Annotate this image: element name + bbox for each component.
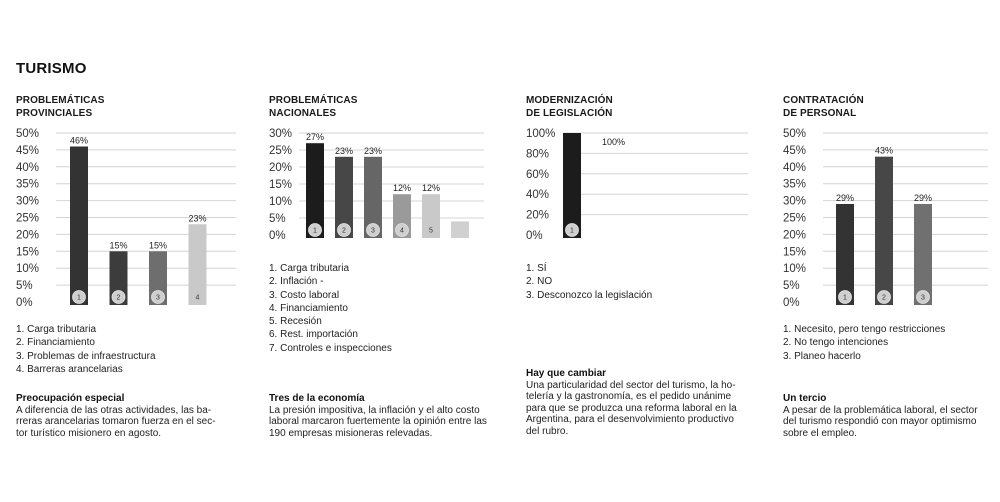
bar-chart	[269, 127, 499, 242]
bar	[875, 157, 893, 305]
chart-title-line: DE LEGISLACIÓN	[526, 107, 613, 119]
bar	[451, 221, 469, 238]
note-line: rreras arancelarias tomaron fuerza en el sec-	[16, 416, 216, 428]
bar	[70, 147, 88, 305]
bar	[189, 224, 207, 305]
y-tick-label: 40%	[783, 161, 807, 174]
legend-item: 3. Problemas de infraestructura	[16, 350, 156, 362]
note-title: Preocupación especial	[16, 393, 125, 404]
note-line: telería y la gastronomía, es el pedido unánime	[526, 391, 732, 403]
bar	[836, 204, 854, 305]
value-label: 12%	[421, 183, 441, 194]
note	[783, 393, 978, 439]
note-line: laboral marcaron fuertemente la opinión entre las	[269, 416, 487, 428]
note-line: 190 empresas misioneras relevadas.	[269, 427, 433, 439]
y-tick-label: 40%	[16, 161, 40, 174]
legend-item: 1. Necesito, pero tengo restricciones	[783, 324, 946, 335]
y-tick-label: 0%	[526, 230, 543, 242]
y-tick-label: 15%	[783, 246, 807, 259]
y-tick-label: 30%	[783, 195, 807, 208]
chart-title	[269, 95, 509, 120]
chart-title-line: MODERNIZACIÓN	[526, 95, 613, 106]
y-tick-label: 25%	[269, 145, 293, 157]
y-tick-label: 0%	[269, 230, 286, 242]
legend	[269, 262, 392, 355]
value-label: 29%	[913, 192, 933, 203]
y-tick-label: 50%	[783, 128, 807, 140]
category-number: 2	[116, 294, 121, 302]
value-label: 46%	[69, 135, 89, 146]
y-tick-label: 15%	[269, 179, 293, 191]
note-line: sobre el empleo.	[783, 427, 857, 439]
value-label: 23%	[334, 145, 354, 156]
panel-modernizacion-legislacion	[526, 95, 766, 437]
bar-chart	[16, 127, 246, 312]
note-line: A diferencia de las otras actividades, las ba-	[16, 404, 212, 416]
note-line: del turismo respondió con mayor optimismo	[783, 416, 977, 428]
y-tick-label: 35%	[783, 178, 807, 191]
value-label: 100%	[602, 137, 626, 147]
y-tick-label: 60%	[526, 168, 550, 181]
y-tick-label: 15%	[16, 246, 40, 259]
y-tick-label: 0%	[16, 297, 33, 309]
note-line: A pesar de la problemática laboral, el sector	[783, 404, 978, 416]
legend-item: 2. No tengo intenciones	[783, 337, 889, 349]
chart-title	[526, 95, 766, 120]
legend	[526, 262, 652, 302]
note-title: Un tercio	[783, 393, 827, 404]
y-tick-label: 10%	[783, 263, 807, 276]
chart-title-line: DE PERSONAL	[783, 107, 857, 119]
category-number: 4	[195, 294, 200, 302]
note	[526, 368, 737, 438]
y-tick-label: 80%	[526, 148, 550, 161]
note-title: Tres de la economía	[269, 393, 365, 404]
chart-title-line: NACIONALES	[269, 107, 337, 119]
note-title: Hay que cambiar	[526, 368, 607, 379]
y-tick-label: 45%	[16, 144, 40, 157]
legend-item: 7. Controles e inspecciones	[269, 342, 392, 354]
category-number: 3	[156, 294, 160, 302]
y-tick-label: 50%	[16, 128, 40, 140]
y-tick-label: 5%	[269, 213, 286, 225]
note-line: La presión impositiva, la inflación y el alto costo	[269, 404, 480, 416]
chart-title	[783, 95, 1000, 120]
category-number: 1	[570, 227, 574, 235]
y-tick-label: 20%	[16, 229, 40, 242]
y-tick-label: 45%	[783, 144, 807, 157]
panel-problematicas-nacionales	[269, 95, 509, 439]
category-number: 4	[400, 227, 404, 235]
y-tick-label: 0%	[783, 297, 800, 309]
category-number: 2	[882, 294, 886, 302]
legend	[783, 323, 945, 363]
y-tick-label: 10%	[269, 196, 293, 208]
y-tick-label: 20%	[269, 162, 293, 174]
chart-title-line: PROVINCIALES	[16, 107, 93, 119]
note	[269, 393, 487, 439]
legend-item: 6. Rest. importación	[269, 329, 358, 341]
chart-title-line: CONTRATACIÓN	[783, 95, 864, 106]
note-line: Argentina, para el desenvolvimiento productivo	[526, 414, 734, 426]
category-number: 3	[921, 294, 925, 302]
category-number: 1	[313, 227, 317, 235]
panel-contratacion-personal	[783, 95, 1000, 439]
value-label: 43%	[874, 145, 894, 156]
value-label: 15%	[148, 240, 168, 251]
y-tick-label: 20%	[783, 229, 807, 242]
category-number: 1	[77, 294, 81, 302]
value-label: 23%	[363, 145, 383, 156]
legend-item: 3. Planeo hacerlo	[783, 350, 861, 362]
legend-item: 2. Inflación -	[269, 276, 324, 288]
value-label: 15%	[109, 240, 128, 251]
bar	[914, 204, 932, 305]
note	[16, 393, 216, 439]
category-number: 5	[429, 227, 433, 235]
chart-title-line: PROBLEMÁTICAS	[269, 95, 358, 106]
panel-problematicas-provinciales	[16, 95, 256, 439]
y-tick-label: 40%	[526, 189, 550, 202]
legend-item: 4. Financiamiento	[269, 302, 348, 314]
value-label: 12%	[392, 183, 412, 194]
note-line: para que se produzca una reforma laboral en la	[526, 402, 737, 414]
y-tick-label: 30%	[16, 195, 40, 208]
category-number: 3	[371, 227, 375, 235]
legend-item: 2. NO	[526, 276, 553, 288]
y-tick-label: 25%	[16, 212, 40, 225]
note-line: tor turístico misionero en agosto.	[16, 427, 162, 439]
y-tick-label: 20%	[526, 209, 550, 222]
value-label: 23%	[188, 213, 207, 224]
value-label: 29%	[835, 192, 855, 203]
legend-item: 3. Costo laboral	[269, 289, 340, 301]
y-tick-label: 30%	[269, 128, 293, 140]
category-number: 2	[342, 227, 346, 235]
legend-item: 3. Desconozco la legislación	[526, 289, 653, 301]
legend-item: 4. Barreras arancelarias	[16, 363, 123, 375]
note-line: del rubro.	[526, 425, 569, 437]
bar-chart	[526, 127, 756, 242]
y-tick-label: 100%	[526, 128, 556, 140]
y-tick-label: 35%	[16, 178, 40, 191]
legend-item: 1. SÍ	[526, 263, 547, 274]
legend-item: 2. Financiamiento	[16, 337, 95, 349]
bar	[563, 133, 581, 238]
legend-item: 1. Carga tributaria	[269, 263, 350, 274]
legend-item: 1. Carga tributaria	[16, 324, 97, 335]
y-tick-label: 25%	[783, 212, 807, 225]
y-tick-label: 5%	[783, 280, 800, 293]
value-label: 27%	[305, 132, 325, 143]
legend-item: 5. Recesión	[269, 316, 322, 328]
page-title: TURISMO	[16, 60, 87, 77]
category-number: 1	[843, 294, 847, 302]
legend	[16, 323, 156, 376]
chart-title	[16, 95, 256, 120]
bar-chart	[783, 127, 993, 312]
y-tick-label: 5%	[16, 280, 33, 293]
chart-title-line: PROBLEMÁTICAS	[16, 95, 105, 106]
note-line: Una particularidad del sector del turismo, la ho-	[526, 379, 736, 391]
y-tick-label: 10%	[16, 263, 40, 276]
